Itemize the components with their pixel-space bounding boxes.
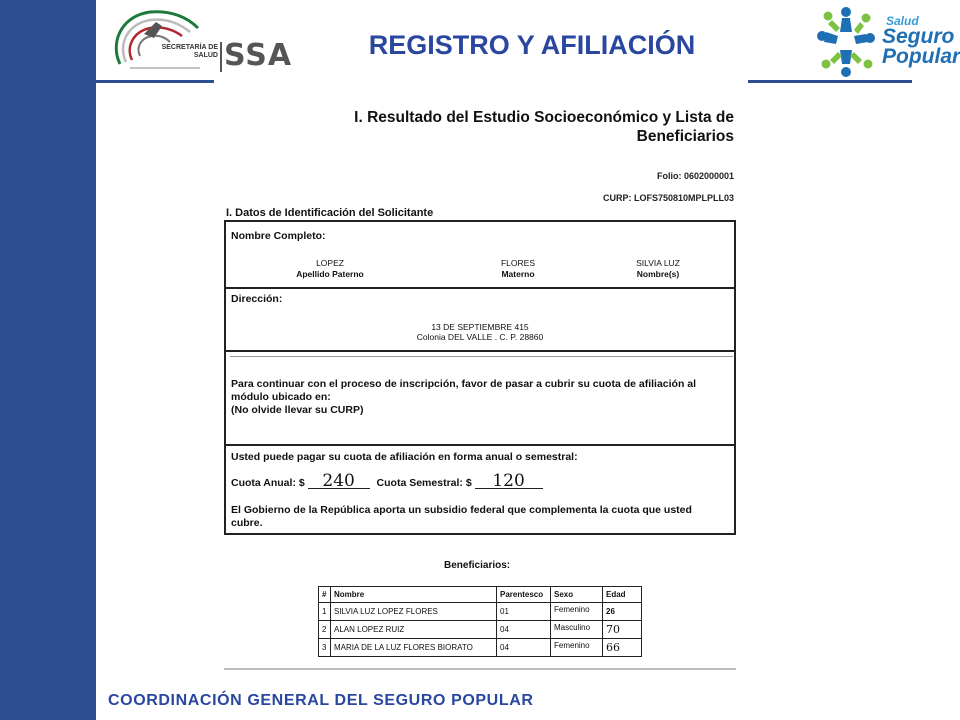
page-title: REGISTRO Y AFILIACIÓN <box>368 30 696 60</box>
header-rule-right <box>748 80 912 83</box>
form-divider <box>226 287 734 289</box>
cell-num: 2 <box>319 621 331 639</box>
ssa-logo <box>100 4 293 80</box>
cell-sexo: Femenino <box>551 639 603 657</box>
footer-text: COORDINACIÓN GENERAL DEL SEGURO POPULAR <box>108 692 534 709</box>
cell-edad: 26 <box>603 603 642 621</box>
apellido-paterno <box>270 258 390 280</box>
apellido-paterno-value: LOPEZ <box>316 258 344 268</box>
cell-parentesco: 04 <box>497 621 551 639</box>
materno-value: FLORES <box>500 258 535 268</box>
form-divider-light <box>230 356 733 357</box>
document-title <box>330 108 734 146</box>
cell-sexo: Femenino <box>551 603 603 621</box>
nombre-label: Nombre Completo: <box>231 230 326 242</box>
cell-parentesco: 01 <box>497 603 551 621</box>
sp-word-seguro: Seguro <box>882 25 955 48</box>
cuota-semestral-value: 120 <box>475 474 543 489</box>
people-flower-icon <box>812 2 880 80</box>
cell-nombre: MARIA DE LA LUZ FLORES BIORATO <box>331 639 497 657</box>
table-row <box>319 621 642 639</box>
form-divider <box>226 444 734 446</box>
cuota-semestral-label: Cuota Semestral: $ <box>376 477 472 489</box>
left-sidebar-bar <box>0 0 96 720</box>
cuota-anual-label: Cuota Anual: $ <box>231 477 305 489</box>
subsidio-line2: cubre. <box>231 517 263 529</box>
cell-nombre: SILVIA LUZ LOPEZ FLORES <box>331 603 497 621</box>
sp-word-salud: Salud <box>886 14 919 28</box>
column-header-sexo: Sexo <box>551 587 603 603</box>
document-title-line2: Beneficiarios <box>636 128 734 145</box>
eagle-seal-icon <box>100 4 210 80</box>
nombres-value: SILVIA LUZ <box>636 258 680 268</box>
beneficiarios-table <box>318 586 642 657</box>
cell-nombre: ALAN LOPEZ RUIZ <box>331 621 497 639</box>
beneficiarios-title: Beneficiarios: <box>444 560 511 571</box>
pago-label: Usted puede pagar su cuota de afiliación en forma anual o semestral: <box>231 451 578 463</box>
header-rule-left <box>32 80 214 83</box>
cuota-row <box>231 471 547 491</box>
bottom-rule <box>224 668 736 670</box>
direccion-line1: 13 DE SEPTIEMBRE 415 <box>431 322 529 332</box>
continuar-text <box>231 378 726 417</box>
materno-caption: Materno <box>501 269 535 279</box>
ssa-mark: SSA <box>224 38 293 73</box>
direccion-value <box>226 322 734 342</box>
cell-num: 3 <box>319 639 331 657</box>
curp-value: CURP: LOFS750810MPLPLL03 <box>602 193 734 203</box>
nombres <box>598 258 718 280</box>
direccion-line2: Colonia DEL VALLE . C. P. 28860 <box>416 332 544 342</box>
column-header-parentesco: Parentesco <box>497 587 551 603</box>
column-header-num: # <box>319 587 331 603</box>
apellido-materno <box>458 258 578 280</box>
sp-word-popular: Popular <box>882 45 960 68</box>
document-title-line1: I. Resultado del Estudio Socioeconómico y Lista de <box>354 109 734 126</box>
subsidio-line1: El Gobierno de la República aporta un subsidio federal que complementa la cuota que usted <box>231 504 692 516</box>
nombres-caption: Nombre(s) <box>636 269 680 279</box>
cell-num: 1 <box>319 603 331 621</box>
apellido-paterno-caption: Apellido Paterno <box>296 269 364 279</box>
cell-edad: 70 <box>603 621 642 639</box>
column-header-nombre: Nombre <box>331 587 497 603</box>
cell-parentesco: 04 <box>497 639 551 657</box>
continuar-line1: Para continuar con el proceso de inscripción, favor de pasar a cubrir su cuota de afiliación al <box>231 378 697 390</box>
cell-sexo: Masculino <box>551 621 603 639</box>
table-row <box>319 603 642 621</box>
table-header-row <box>319 587 642 603</box>
ssa-divider <box>220 42 222 72</box>
ssa-line2: SALUD <box>193 52 218 59</box>
ssa-line1: SECRETARÍA DE <box>161 44 218 51</box>
cell-edad: 66 <box>603 639 642 657</box>
table-row <box>319 639 642 657</box>
subsidio-text <box>231 504 726 530</box>
seguro-popular-logo <box>812 2 958 80</box>
column-header-edad: Edad <box>603 587 642 603</box>
direccion-label: Dirección: <box>231 293 283 305</box>
applicant-form <box>224 220 736 535</box>
continuar-line3: (No olvide llevar su CURP) <box>231 404 364 416</box>
continuar-line2: módulo ubicado en: <box>231 391 331 403</box>
cuota-anual-value: 240 <box>308 474 370 489</box>
form-divider <box>226 350 734 352</box>
section-heading: I. Datos de Identificación del Solicitante <box>226 207 434 219</box>
folio-number: Folio: 0602000001 <box>656 171 734 181</box>
